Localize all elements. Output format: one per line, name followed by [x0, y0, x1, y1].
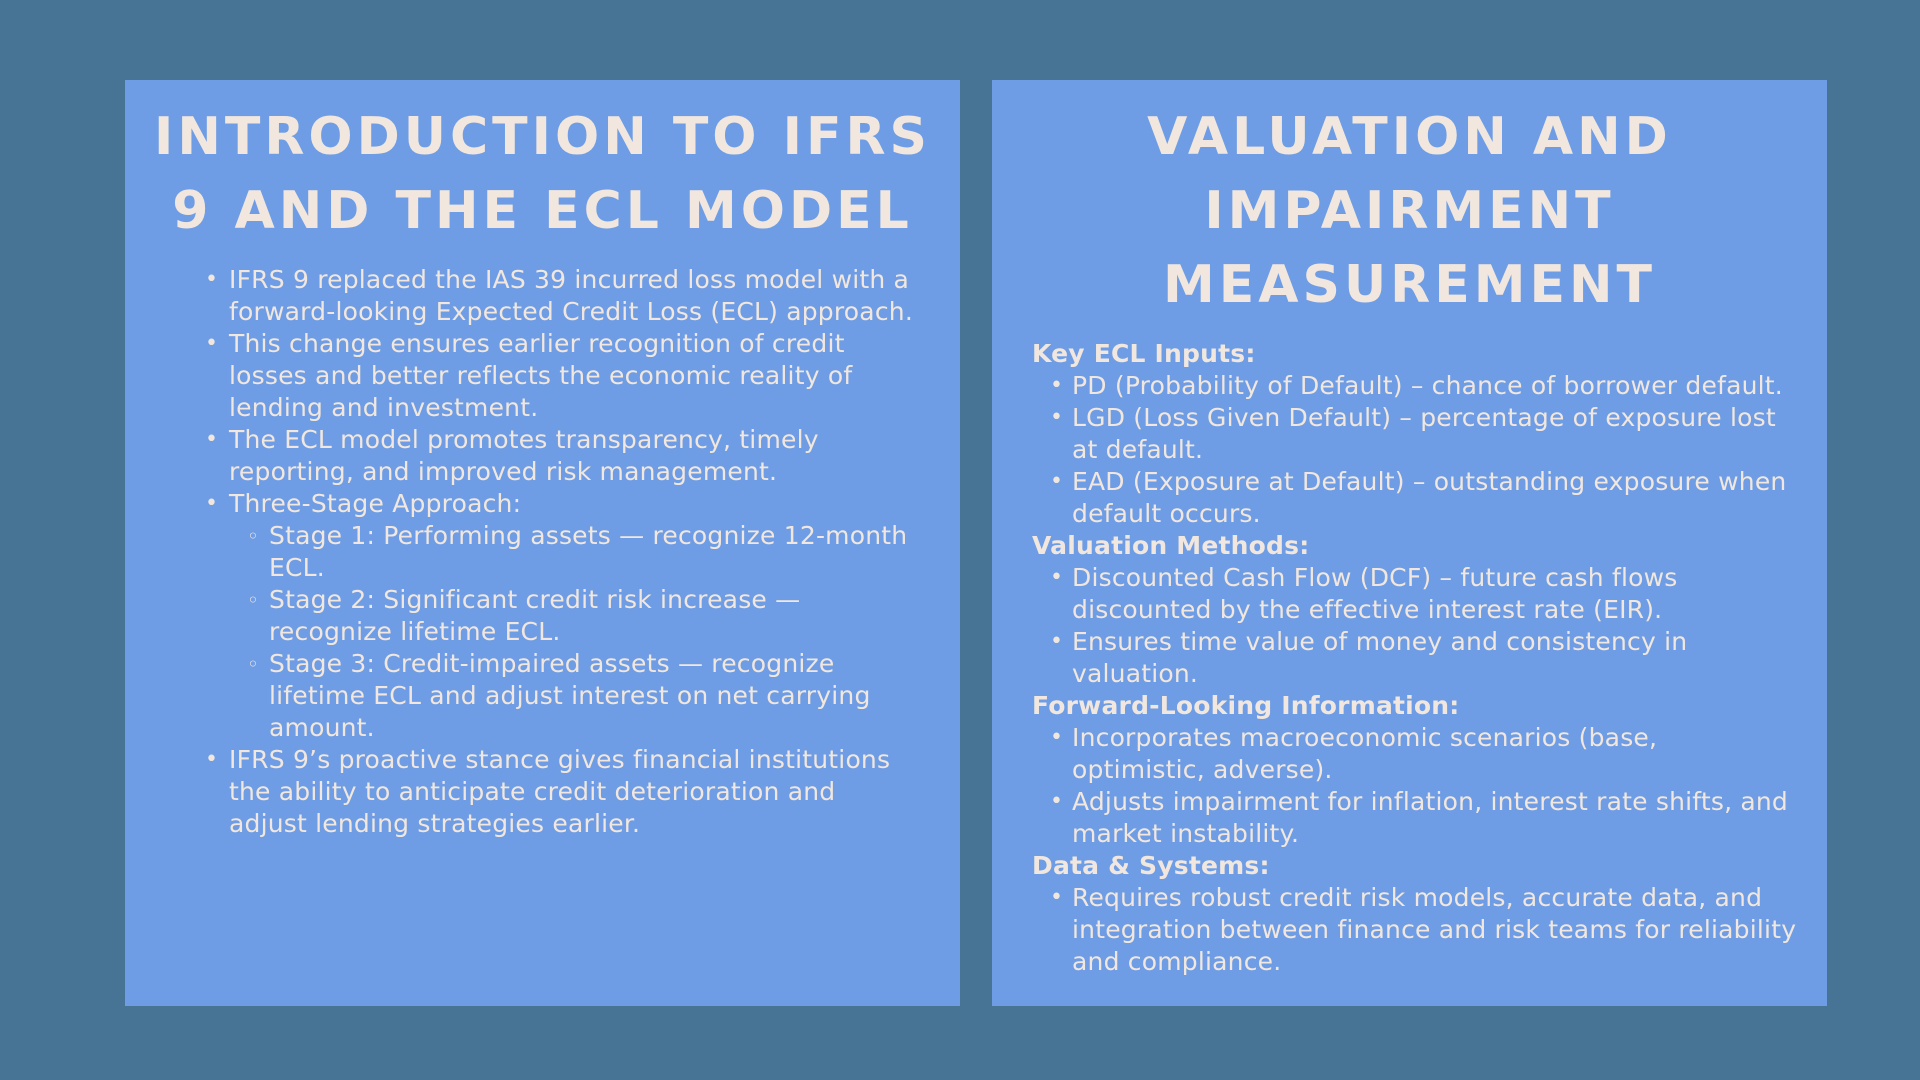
section-bullet: • LGD (Loss Given Default) – percentage of exposure lost at default.	[1032, 402, 1797, 466]
intro-panel-title: INTRODUCTION TO IFRS 9 AND THE ECL MODEL	[154, 107, 931, 241]
section-bullet-list	[1032, 882, 1797, 978]
valuation-panel	[992, 80, 1827, 1006]
section-bullet: • PD (Probability of Default) – chance of borrower default.	[1032, 370, 1797, 402]
intro-panel-content	[205, 264, 920, 840]
section-bullet: • Requires robust credit risk models, accurate data, and integration between finance and risk teams for reliability and compliance.	[1032, 882, 1797, 978]
section-bullet-list	[1032, 562, 1797, 690]
stage-item: ◦ Stage 2: Significant credit risk increase — recognize lifetime ECL.	[229, 584, 920, 648]
section-heading: Forward-Looking Information:	[1032, 691, 1460, 720]
section-bullet: • Discounted Cash Flow (DCF) – future cash flows discounted by the effective interest rate (EIR).	[1032, 562, 1797, 626]
section-key-ecl-inputs	[1032, 338, 1797, 530]
section-valuation-methods	[1032, 530, 1797, 690]
stage-list	[229, 520, 920, 744]
section-bullet: • Adjusts impairment for inflation, interest rate shifts, and market instability.	[1032, 786, 1797, 850]
section-bullet: • EAD (Exposure at Default) – outstanding exposure when default occurs.	[1032, 466, 1797, 530]
section-bullet-list	[1032, 722, 1797, 850]
intro-panel	[125, 80, 960, 1006]
intro-bullet-list	[205, 264, 920, 840]
section-bullet: • Ensures time value of money and consistency in valuation.	[1032, 626, 1797, 690]
section-data-systems	[1032, 850, 1797, 978]
section-bullet-list	[1032, 370, 1797, 530]
section-heading: Data & Systems:	[1032, 851, 1270, 880]
section-forward-looking	[1032, 690, 1797, 850]
intro-bullet: • This change ensures earlier recognition of credit losses and better reflects the economic reality of lending and investment.	[205, 328, 920, 424]
intro-bullet: • IFRS 9 replaced the IAS 39 incurred loss model with a forward-looking Expected Credit Loss (ECL) approach.	[205, 264, 920, 328]
section-bullet: • Incorporates macroeconomic scenarios (base, optimistic, adverse).	[1032, 722, 1797, 786]
valuation-panel-title: VALUATION AND IMPAIRMENT MEASUREMENT	[1147, 107, 1672, 315]
stage-item: ◦ Stage 3: Credit-impaired assets — recognize lifetime ECL and adjust interest on net carrying amount.	[229, 648, 920, 744]
valuation-panel-content	[1032, 338, 1797, 978]
section-heading: Key ECL Inputs:	[1032, 339, 1256, 368]
three-stage-heading: Three-Stage Approach:	[229, 489, 522, 518]
intro-bullet-closing: • IFRS 9’s proactive stance gives financial institutions the ability to anticipate credit deterioration and adjust lending strategies earlier.	[205, 744, 920, 840]
intro-bullet-three-stage	[205, 488, 920, 744]
stage-item: ◦ Stage 1: Performing assets — recognize 12-month ECL.	[229, 520, 920, 584]
section-heading: Valuation Methods:	[1032, 531, 1310, 560]
intro-bullet: • The ECL model promotes transparency, timely reporting, and improved risk management.	[205, 424, 920, 488]
